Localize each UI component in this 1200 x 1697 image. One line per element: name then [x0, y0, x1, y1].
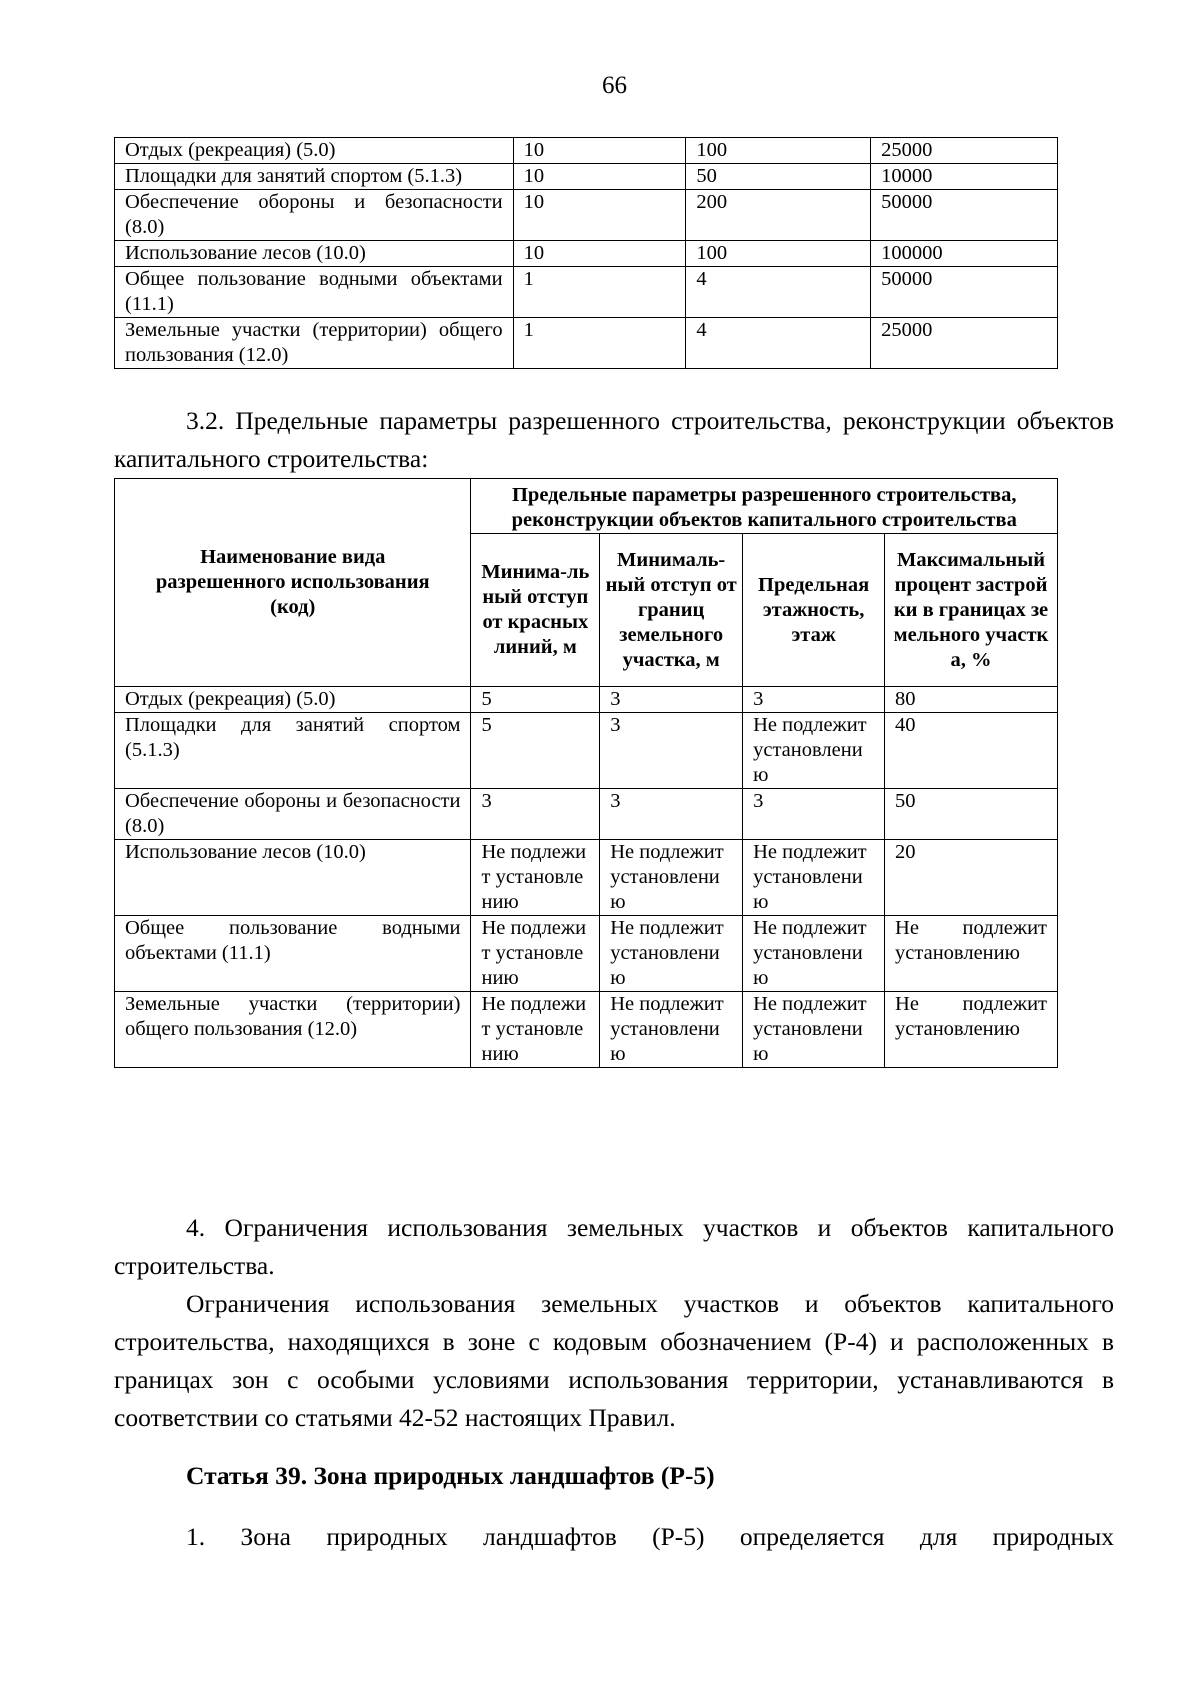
table-row	[115, 789, 1058, 840]
table-cell: Земельные участки (территории) общего пользования (12.0)	[115, 992, 471, 1068]
table-cell: Площадки для занятий спортом (5.1.3)	[115, 713, 471, 789]
construction-parameters-table	[114, 478, 1058, 1068]
table-row	[115, 992, 1058, 1068]
page-number: 66	[602, 72, 627, 99]
table-cell: 10	[513, 164, 686, 190]
table-cell: 10	[513, 190, 686, 241]
table-cell: 3	[600, 713, 743, 789]
section-4-title: 4. Ограничения использования земельных участков и объектов капитального строительства.	[114, 1213, 1114, 1280]
table-row	[115, 164, 1058, 190]
table-cell: 5	[471, 713, 600, 789]
table-row	[115, 267, 1058, 318]
header-min-offset-boundaries: Минималь-ный отступ от границ земельного участка, м	[600, 534, 743, 687]
table-cell: 50	[686, 164, 871, 190]
section-3-2-paragraph: 3.2. Предельные параметры разрешенного строительства, реконструкции объектов капитального строительства:	[114, 406, 1114, 473]
table-cell: Общее пользование водными объектами (11.1)	[115, 916, 471, 992]
header-min-offset-red-lines: Минима-льный отступ от красных линий, м	[471, 534, 600, 687]
table-cell: Не подлежит установлению	[600, 840, 743, 916]
table-cell: 3	[743, 687, 885, 713]
table-cell: 80	[885, 687, 1058, 713]
table-cell: Отдых (рекреация) (5.0)	[115, 138, 514, 164]
table-cell: 3	[600, 789, 743, 840]
table-cell: Не подлежит установлению	[471, 840, 600, 916]
table-row	[115, 318, 1058, 369]
table-cell: 100000	[871, 241, 1058, 267]
table-cell: 10000	[871, 164, 1058, 190]
table-cell: 100	[686, 241, 871, 267]
table-cell: Не подлежит установлению	[743, 992, 885, 1068]
table-cell: Не подлежит установлению	[600, 992, 743, 1068]
table-cell: 10	[513, 241, 686, 267]
table-cell: 1	[513, 318, 686, 369]
table-cell: Площадки для занятий спортом (5.1.3)	[115, 164, 514, 190]
table-cell: Использование лесов (10.0)	[115, 241, 514, 267]
table-row	[115, 840, 1058, 916]
table-cell: 20	[885, 840, 1058, 916]
table-cell: 3	[743, 789, 885, 840]
table-cell: 4	[686, 267, 871, 318]
table-cell: Не подлежит установлению	[471, 916, 600, 992]
table-cell: 1	[513, 267, 686, 318]
table-cell: Земельные участки (территории) общего пользования (12.0)	[115, 318, 514, 369]
table-row	[115, 713, 1058, 789]
section-4-paragraph: Ограничения использования земельных участков и объектов капитального строительства, находящихся в зоне с кодовым обозначением (Р-4) и расположенных в границах зон с особыми условиями использования территории, устанавливаются в соответствии со статьями 42-52 настоящих Правил.	[114, 1289, 1114, 1432]
table-cell: Не подлежит установлению	[743, 840, 885, 916]
table-cell: Не подлежит установлению	[885, 916, 1058, 992]
table-cell: 50000	[871, 267, 1058, 318]
table-cell: 200	[686, 190, 871, 241]
land-use-table	[114, 137, 1058, 369]
table-cell: Обеспечение обороны и безопасности (8.0)	[115, 789, 471, 840]
header-use-type: Наименование вида разрешенного использования (код)	[115, 479, 471, 687]
table-cell: 100	[686, 138, 871, 164]
table-row	[115, 241, 1058, 267]
table-cell: 40	[885, 713, 1058, 789]
table-cell: 10	[513, 138, 686, 164]
table-cell: 25000	[871, 138, 1058, 164]
table-cell: 3	[600, 687, 743, 713]
header-max-floors: Предельная этажность, этаж	[743, 534, 885, 687]
header-max-coverage-percent: Максимальный процент застройки в границах земельного участка, %	[885, 534, 1058, 687]
article-39-paragraph-1: 1. Зона природных ландшафтов (Р-5) определяется для природных	[186, 1522, 1114, 1551]
table-row	[115, 916, 1058, 992]
table-cell: 25000	[871, 318, 1058, 369]
table-cell: Не подлежит установлению	[885, 992, 1058, 1068]
table-cell: Общее пользование водными объектами (11.1)	[115, 267, 514, 318]
table-cell: Не подлежит установлению	[743, 713, 885, 789]
table-cell: Отдых (рекреация) (5.0)	[115, 687, 471, 713]
table-cell: Использование лесов (10.0)	[115, 840, 471, 916]
table-header-row	[115, 479, 1058, 534]
table-cell: 50	[885, 789, 1058, 840]
table-cell: Обеспечение обороны и безопасности (8.0)	[115, 190, 514, 241]
table-cell: 3	[471, 789, 600, 840]
header-parameters-group: Предельные параметры разрешенного строительства, реконструкции объектов капитального строительства	[471, 479, 1058, 534]
table-cell: 5	[471, 687, 600, 713]
table-cell: 50000	[871, 190, 1058, 241]
table-cell: Не подлежит установлению	[743, 916, 885, 992]
table-row	[115, 138, 1058, 164]
table-row	[115, 190, 1058, 241]
table-cell: Не подлежит установлению	[600, 916, 743, 992]
table-cell: 4	[686, 318, 871, 369]
table-row	[115, 687, 1058, 713]
table-cell: Не подлежит установлению	[471, 992, 600, 1068]
article-39-heading: Статья 39. Зона природных ландшафтов (Р-5)	[186, 1461, 715, 1490]
